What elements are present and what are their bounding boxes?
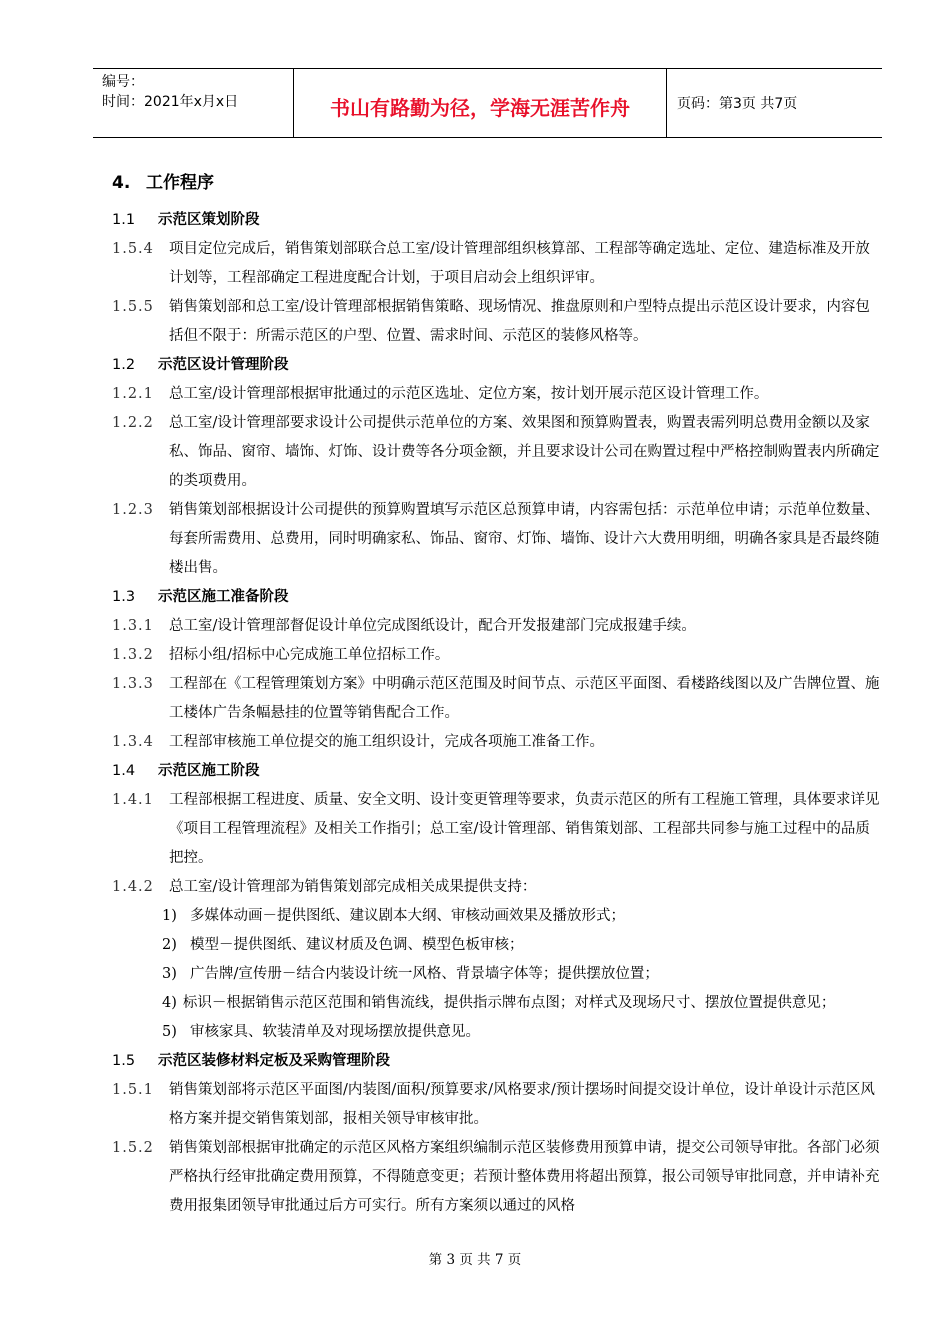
subsection-heading [112, 1047, 882, 1076]
clause-text: 总工室/设计管理部根据审批通过的示范区选址、定位方案，按计划开展示范区设计管理工作。 [169, 386, 769, 402]
clause-text: 招标小组/招标中心完成施工单位招标工作。 [169, 647, 450, 663]
subsection-number: 1.4 [112, 763, 136, 779]
header-motto-cell [294, 69, 667, 137]
list-item [162, 960, 882, 989]
clause-text: 总工室/设计管理部要求设计公司提供示范单位的方案、效果图和预算购置表，购置表需列明总费用金额以及家私、饰品、窗帘、墙饰、灯饰、设计费等各分项金额，并且要求设计公司在购置过程中严格控制购置表内所确定的类项费用。 [169, 415, 880, 489]
list-item-text: 广告牌/宣传册－结合内装设计统一风格、背景墙字体等；提供摆放位置； [190, 966, 659, 982]
subsection-title: 示范区施工阶段 [158, 763, 260, 779]
list-marker: 5) [162, 1024, 177, 1040]
subsection-heading [112, 757, 882, 786]
header-meta-cell [93, 69, 294, 137]
subsection-heading [112, 351, 882, 380]
subsection-title: 示范区策划阶段 [158, 212, 260, 228]
clause-number: 1.4.1 [112, 792, 154, 808]
section-number: 4. [112, 173, 131, 193]
sub-list [112, 902, 882, 931]
clause-item [112, 496, 882, 583]
subsection-title: 示范区装修材料定板及采购管理阶段 [158, 1053, 390, 1069]
clause-item [112, 612, 882, 641]
section-title [112, 168, 882, 192]
document-body [112, 168, 882, 1221]
time-label: 时间：2021年x月x日 [102, 94, 239, 110]
clause-number: 1.3.1 [112, 618, 154, 634]
clause-number: 1.3.2 [112, 647, 154, 663]
subsection-heading [112, 583, 882, 612]
clause-text: 销售策划部和总工室/设计管理部根据销售策略、现场情况、推盘原则和户型特点提出示范区设计要求，内容包括但不限于：所需示范区的户型、位置、需求时间、示范区的装修风格等。 [169, 299, 870, 344]
serial-label: 编号： [102, 74, 144, 90]
list-item [162, 1018, 882, 1047]
clause-item [112, 873, 882, 902]
list-marker: 3) [162, 966, 177, 982]
clause-text: 工程部根据工程进度、质量、安全文明、设计变更管理等要求，负责示范区的所有工程施工管理，具体要求详见《项目工程管理流程》及相关工作指引；总工室/设计管理部、销售策划部、工程部共同参与施工过程中的品质把控。 [169, 792, 880, 866]
list-marker: 1) [162, 908, 177, 924]
clause-number: 1.2.1 [112, 386, 154, 402]
clause-item [112, 1076, 882, 1134]
clause-item [112, 641, 882, 670]
clause-item [112, 235, 882, 293]
list-item [162, 902, 882, 931]
list-marker: 4) [162, 995, 177, 1011]
clause-text: 销售策划部将示范区平面图/内装图/面积/预算要求/风格要求/预计摆场时间提交设计单位，设计单设计示范区风格方案并提交销售策划部，报相关领导审核审批。 [169, 1082, 875, 1127]
clause-item [112, 380, 882, 409]
section-title-text: 工作程序 [146, 173, 214, 193]
list-marker: 2) [162, 937, 177, 953]
subsection-number: 1.2 [112, 357, 136, 373]
sub-list [112, 1018, 882, 1047]
list-item-text: 模型－提供图纸、建议材质及色调、模型色板审核； [190, 937, 524, 953]
clause-item [112, 670, 882, 728]
subsection-heading [112, 206, 882, 235]
clause-text: 项目定位完成后，销售策划部联合总工室/设计管理部组织核算部、工程部等确定选址、定位、建造标准及开放计划等，工程部确定工程进度配合计划，于项目启动会上组织评审。 [169, 241, 870, 286]
clause-item [112, 409, 882, 496]
motto-text: 书山有路勤为径，学海无涯苦作舟 [330, 96, 630, 120]
sub-list [112, 989, 882, 1018]
clause-number: 1.5.5 [112, 299, 154, 315]
blocks-container [112, 206, 882, 1221]
clause-text: 销售策划部根据审批确定的示范区风格方案组织编制示范区装修费用预算申请，提交公司领导审批。各部门必须严格执行经审批确定费用预算，不得随意变更；若预计整体费用将超出预算，报公司领导审批同意，并申请补充费用报集团领导审批通过后方可实行。所有方案须以通过的风格 [169, 1140, 880, 1214]
clause-text: 总工室/设计管理部为销售策划部完成相关成果提供支持： [169, 879, 537, 895]
list-item-text: 多媒体动画－提供图纸、建议剧本大纲、审核动画效果及播放形式； [190, 908, 625, 924]
clause-text: 工程部在《工程管理策划方案》中明确示范区范围及时间节点、示范区平面图、看楼路线图以及广告牌位置、施工楼体广告条幅悬挂的位置等销售配合工作。 [169, 676, 880, 721]
header-page-cell [667, 69, 882, 137]
subsection-number: 1.5 [112, 1053, 136, 1069]
subsection-number: 1.1 [112, 212, 136, 228]
clause-text: 工程部审核施工单位提交的施工组织设计，完成各项施工准备工作。 [169, 734, 604, 750]
subsection-title: 示范区施工准备阶段 [158, 589, 289, 605]
clause-item [112, 1134, 882, 1221]
list-item [162, 931, 882, 960]
clause-text: 总工室/设计管理部督促设计单位完成图纸设计，配合开发报建部门完成报建手续。 [169, 618, 696, 634]
sub-list [112, 931, 882, 960]
list-item-text: 审核家具、软装清单及对现场摆放提供意见。 [190, 1024, 480, 1040]
subsection-title: 示范区设计管理阶段 [158, 357, 289, 373]
clause-number: 1.5.2 [112, 1140, 154, 1156]
clause-number: 1.2.2 [112, 415, 154, 431]
clause-item [112, 293, 882, 351]
clause-number: 1.2.3 [112, 502, 154, 518]
clause-item [112, 728, 882, 757]
page-header [93, 68, 882, 138]
clause-text: 销售策划部根据设计公司提供的预算购置填写示范区总预算申请，内容需包括：示范单位申请；示范单位数量、每套所需费用、总费用，同时明确家私、饰品、窗帘、灯饰、墙饰、设计六大费用明细，明确各家具是否最终随楼出售。 [169, 502, 880, 576]
list-item [162, 989, 882, 1018]
clause-number: 1.5.4 [112, 241, 154, 257]
subsection-number: 1.3 [112, 589, 136, 605]
clause-number: 1.4.2 [112, 879, 154, 895]
clause-item [112, 786, 882, 873]
sub-list [112, 960, 882, 989]
clause-number: 1.3.4 [112, 734, 154, 750]
page-number-label: 页码：第3页 共7页 [677, 96, 798, 112]
page-footer: 第 3 页 共 7 页 [428, 1252, 522, 1268]
clause-number: 1.3.3 [112, 676, 154, 692]
list-item-text: 标识－根据销售示范区范围和销售流线，提供指示牌布点图；对样式及现场尺寸、摆放位置提供意见； [182, 995, 836, 1011]
clause-number: 1.5.1 [112, 1082, 154, 1098]
